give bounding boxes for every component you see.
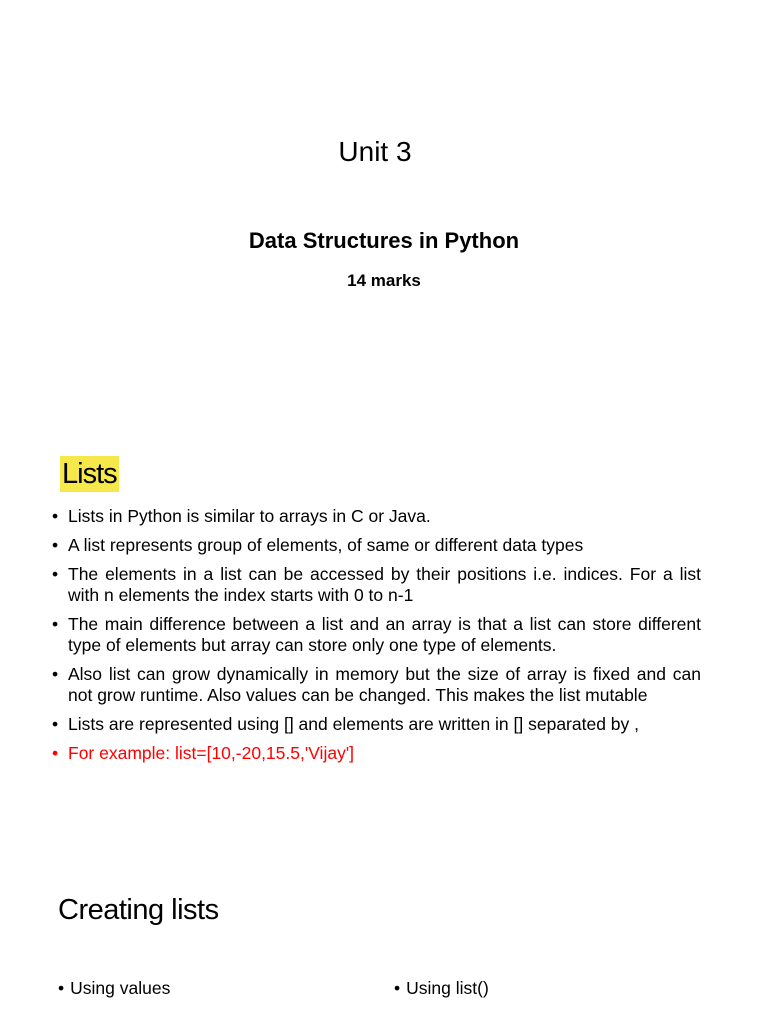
using-values-item: [58, 978, 170, 999]
marks-label: 14 marks: [347, 271, 421, 290]
example-item: [52, 743, 701, 764]
using-list-func-label: Using list(): [406, 978, 489, 998]
bullet-icon: •: [52, 743, 59, 763]
list-item-text: The main difference between a list and an array is that a list can store different type of elements but array can store only one type of elements.: [68, 614, 701, 655]
list-item: [52, 664, 701, 706]
bullet-icon: •: [58, 978, 65, 998]
lists-heading: Lists: [62, 458, 117, 490]
list-item: [52, 714, 701, 735]
creating-lists-heading: Creating lists: [58, 894, 219, 926]
bullet-icon: •: [394, 978, 401, 998]
lists-bullet-list: [52, 506, 701, 772]
bullet-icon: •: [52, 714, 59, 734]
using-values-label: Using values: [70, 978, 171, 998]
list-item-text: Lists are represented using [] and elements are written in [] separated by ,: [68, 714, 640, 734]
creating-lists-slide: [0, 866, 768, 1024]
list-item: [52, 564, 701, 606]
list-item-text: A list represents group of elements, of same or different data types: [68, 535, 584, 555]
lists-slide: [0, 440, 768, 860]
list-item-text: The elements in a list can be accessed by their positions i.e. indices. For a list with n elements the index starts with 0 to n-1: [68, 564, 701, 605]
unit-title: Unit 3: [338, 136, 412, 167]
list-item: [52, 506, 701, 527]
bullet-icon: •: [52, 614, 59, 634]
bullet-icon: •: [52, 564, 59, 584]
main-title: Data Structures in Python: [248, 228, 520, 253]
title-slide: [0, 0, 768, 430]
list-item-text: Also list can grow dynamically in memory but the size of array is fixed and can not grow runtime. Also values can be changed. This makes the list mutable: [68, 664, 701, 705]
bullet-icon: •: [52, 535, 59, 555]
list-item: [52, 535, 701, 556]
example-text: For example: list=[10,-20,15.5,'Vijay']: [68, 743, 355, 763]
bullet-icon: •: [52, 506, 59, 526]
list-item-text: Lists in Python is similar to arrays in C or Java.: [68, 506, 431, 526]
list-item: [52, 614, 701, 656]
using-list-func-item: [394, 978, 489, 999]
bullet-icon: •: [52, 664, 59, 684]
